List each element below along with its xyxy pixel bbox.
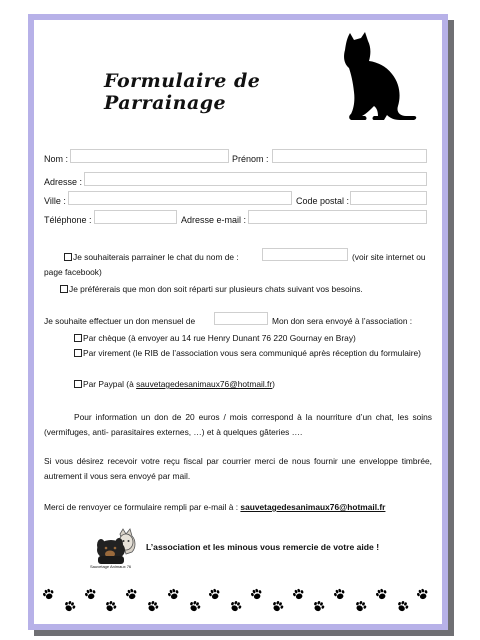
sponsor-cat-checkbox[interactable]: [64, 253, 72, 261]
code-postal-field[interactable]: [350, 191, 427, 205]
paypal-checkbox[interactable]: [74, 380, 82, 388]
email-field[interactable]: [248, 210, 427, 224]
telephone-label: Téléphone :: [44, 215, 92, 225]
monthly-donation-text: Je souhaite effectuer un don mensuel de: [44, 316, 196, 326]
cat-name-field[interactable]: [262, 248, 348, 261]
telephone-field[interactable]: [94, 210, 177, 224]
return-email-link[interactable]: sauvetagedesanimaux76@hotmail.fr: [240, 502, 386, 512]
nom-field[interactable]: [70, 149, 229, 163]
paypal-prefix: Par Paypal (à: [83, 379, 134, 389]
prenom-label: Prénom :: [232, 154, 269, 164]
sponsor-cat-text: Je souhaiterais parrainer le chat du nom de :: [73, 252, 239, 262]
return-instructions: [44, 500, 385, 515]
send-to-association-text: Mon don sera envoyé à l’association :: [272, 316, 413, 326]
ville-label: Ville :: [44, 196, 66, 206]
thanks-message: L’association et les minous vous remercie de votre aide !: [146, 542, 380, 552]
form-title: Formulaire de Parrainage: [104, 70, 261, 114]
prenom-field[interactable]: [272, 149, 427, 163]
code-postal-label: Code postal :: [296, 196, 350, 206]
split-donation-checkbox[interactable]: [60, 285, 68, 293]
virement-text: Par virement (le RIB de l’association vous sera communiqué après réception du formulaire): [83, 348, 421, 358]
adresse-field[interactable]: [84, 172, 427, 186]
info-paragraph: Pour information un don de 20 euros / mois correspond à la nourriture d’un chat, les soins (vermifuges, anti- parasitaires externes, …) et à quelques gâteries ….: [44, 412, 432, 437]
sponsor-cat-line: [64, 250, 239, 265]
paypal-suffix: ): [272, 379, 275, 389]
nom-label: Nom :: [44, 154, 69, 164]
sponsor-cat-note: (voir site internet ou: [352, 252, 426, 262]
paypal-option: [74, 377, 275, 392]
monthly-amount-field[interactable]: [214, 312, 268, 325]
cheque-option: [74, 331, 356, 346]
virement-option: [44, 346, 432, 361]
adresse-label: Adresse :: [44, 177, 83, 187]
sponsor-cat-note-line2: page facebook): [44, 267, 102, 277]
virement-checkbox[interactable]: [74, 349, 82, 357]
split-donation-text: Je préférerais que mon don soit réparti sur plusieurs chats suivant vos besoins.: [69, 284, 363, 294]
receipt-paragraph: Si vous désirez recevoir votre reçu fiscal par courrier merci de nous fournir une enveloppe timbrée, autrement il vous sera envoyé par mail.: [44, 456, 432, 481]
return-prefix: Merci de renvoyer ce formulaire rempli par e-mail à :: [44, 502, 239, 512]
paypal-email-link[interactable]: sauvetagedesanimaux76@hotmail.fr: [136, 379, 273, 389]
cheque-text: Par chèque (à envoyer au 14 rue Henry Dunant 76 220 Gournay en Bray): [83, 333, 356, 343]
ville-field[interactable]: [68, 191, 292, 205]
cheque-checkbox[interactable]: [74, 334, 82, 342]
cat-silhouette-icon: [334, 30, 424, 125]
split-donation-line: [60, 282, 363, 297]
logo-caption: Sauvetage Animaux 76: [90, 564, 132, 569]
email-label: Adresse e-mail :: [181, 215, 247, 225]
